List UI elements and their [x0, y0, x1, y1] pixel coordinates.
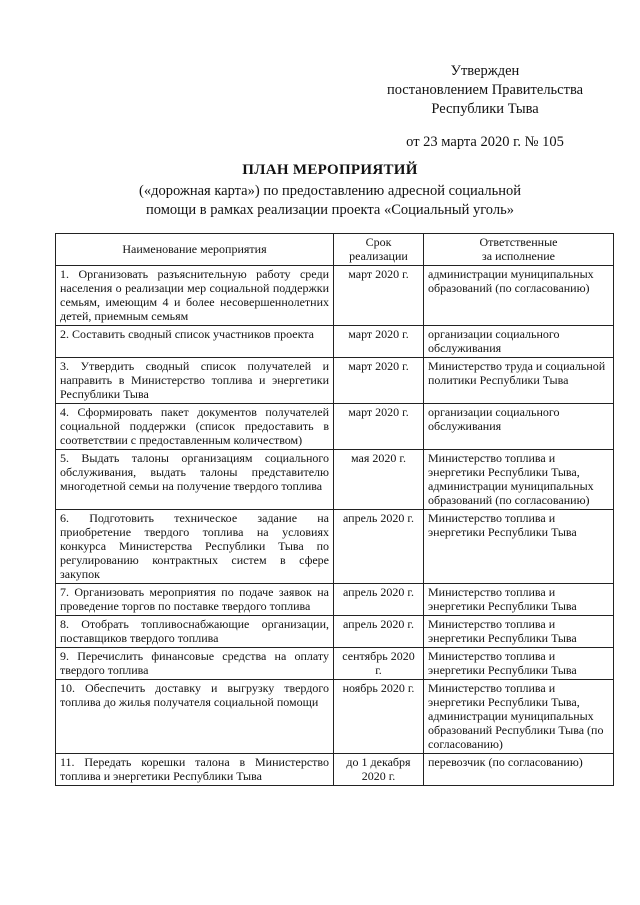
row-activity: 8. Отобрать топливоснабжающие организации, поставщиков твердого топлива [56, 616, 334, 648]
table-row [56, 648, 614, 680]
header-resp-line-1: Ответственные [479, 235, 558, 249]
row-deadline: апрель 2020 г. [334, 616, 424, 648]
document-subtitle [60, 182, 600, 220]
approval-line-republic: Республики Тыва [431, 101, 539, 117]
table-row [56, 326, 614, 358]
table-row [56, 404, 614, 450]
table-row [56, 450, 614, 510]
row-deadline: март 2020 г. [334, 358, 424, 404]
row-activity: 4. Сформировать пакет документов получателей социальной поддержки (список предоставить в соответствии с предоставленным количеством) [56, 404, 334, 450]
row-responsible: перевозчик (по согласованию) [424, 754, 614, 786]
approval-line-resolution: постановлением Правительства [386, 82, 584, 98]
row-responsible: администрации муниципальных образований (по согласованию) [424, 266, 614, 326]
row-activity: 7. Организовать мероприятия по подаче заявок на проведение торгов по поставке твердого топлива [56, 584, 334, 616]
row-responsible: организации социального обслуживания [424, 326, 614, 358]
row-deadline: март 2020 г. [334, 326, 424, 358]
row-deadline: апрель 2020 г. [334, 510, 424, 584]
header-responsible [424, 234, 614, 266]
row-deadline: ноябрь 2020 г. [334, 680, 424, 754]
table-row [56, 754, 614, 786]
subtitle-line-1: («дорожная карта») по предоставлению адресной социальной [139, 183, 521, 199]
plan-table [55, 233, 614, 786]
row-responsible: Министерство труда и социальной политики Республики Тыва [424, 358, 614, 404]
row-responsible: Министерство топлива и энергетики Республики Тыва [424, 584, 614, 616]
table-row [56, 510, 614, 584]
approval-date: от 23 марта 2020 г. № 105 [406, 134, 564, 150]
row-activity: 5. Выдать талоны организациям социального обслуживания, выдать талоны представителю многодетной семьи на получение твердого топлива [56, 450, 334, 510]
row-deadline: мая 2020 г. [334, 450, 424, 510]
subtitle-line-2: помощи в рамках реализации проекта «Социальный уголь» [146, 202, 514, 218]
row-deadline: до 1 декабря 2020 г. [334, 754, 424, 786]
table-row [56, 680, 614, 754]
row-activity: 10. Обеспечить доставку и выгрузку твердого топлива до жилья получателя социальной помощи [56, 680, 334, 754]
row-responsible: Министерство топлива и энергетики Республики Тыва, администрации муниципальных образований (по согласованию) [424, 450, 614, 510]
row-activity: 11. Передать корешки талона в Министерство топлива и энергетики Республики Тыва [56, 754, 334, 786]
document-title: ПЛАН МЕРОПРИЯТИЙ [242, 162, 418, 178]
row-deadline: март 2020 г. [334, 404, 424, 450]
approval-line-approved: Утвержден [450, 63, 520, 79]
table-row [56, 358, 614, 404]
row-deadline: апрель 2020 г. [334, 584, 424, 616]
row-activity: 3. Утвердить сводный список получателей и направить в Министерство топлива и энергетики Республики Тыва [56, 358, 334, 404]
row-responsible: Министерство топлива и энергетики Республики Тыва, администрации муниципальных образований Республики Тыва (по согласованию) [424, 680, 614, 754]
table-row [56, 266, 614, 326]
row-responsible: Министерство топлива и энергетики Республики Тыва [424, 648, 614, 680]
approval-block [370, 62, 600, 152]
header-date [334, 234, 424, 266]
row-activity: 2. Составить сводный список участников проекта [56, 326, 334, 358]
table-row [56, 616, 614, 648]
row-responsible: Министерство топлива и энергетики Республики Тыва [424, 616, 614, 648]
row-activity: 1. Организовать разъяснительную работу среди населения о реализации мер социальной поддержки семьям, имеющим 4 и более несовершеннолетних детей, приемным семьям [56, 266, 334, 326]
row-activity: 6. Подготовить техническое задание на приобретение твердого топлива на условиях конкурса Министерства Республики Тыва по регулированию контрактных систем в сфере закупок [56, 510, 334, 584]
header-name: Наименование мероприятия [56, 234, 334, 266]
table-row [56, 584, 614, 616]
row-activity: 9. Перечислить финансовые средства на оплату твердого топлива [56, 648, 334, 680]
table-header-row [56, 234, 614, 266]
row-responsible: организации социального обслуживания [424, 404, 614, 450]
header-date-line-1: Срок [365, 235, 392, 249]
row-responsible: Министерство топлива и энергетики Республики Тыва [424, 510, 614, 584]
row-deadline: март 2020 г. [334, 266, 424, 326]
row-deadline: сентябрь 2020 г. [334, 648, 424, 680]
header-date-line-2: реализации [349, 249, 408, 263]
header-resp-line-2: за исполнение [482, 249, 555, 263]
